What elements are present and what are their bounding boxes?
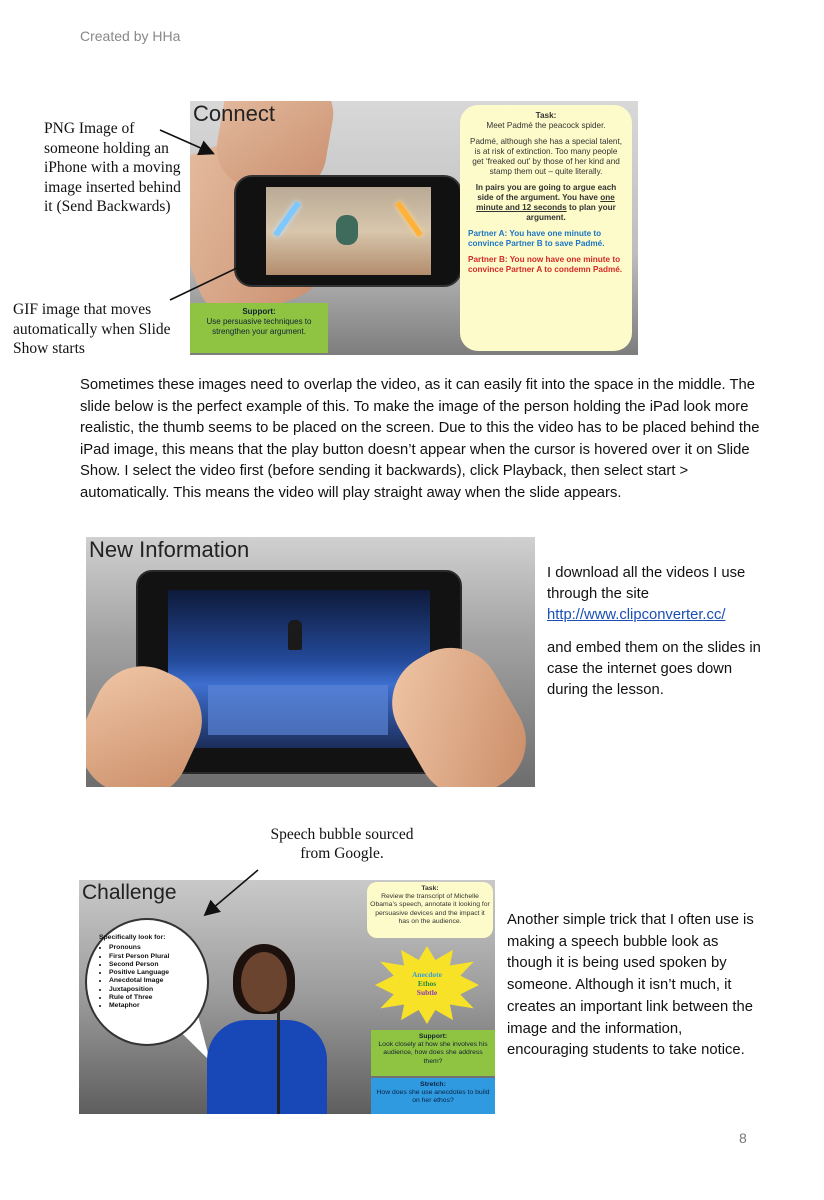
slide-title: New Information bbox=[89, 537, 250, 562]
partner-a: Partner A: You have one minute to convince Partner B to save Padmé. bbox=[468, 229, 605, 248]
starburst-text: Anecdote Ethos Subtle bbox=[412, 970, 442, 997]
support-text: Use persuasive techniques to strengthen your argument. bbox=[206, 317, 312, 336]
task-line: Padmé, although she has a special talent, is at risk of extinction. Too many people get ‘freaked out’ by those of her kind and stamp them out – quite literally. bbox=[469, 137, 623, 176]
document-header: Created by HHa bbox=[80, 28, 181, 44]
clipconverter-link[interactable]: http://www.clipconverter.cc/ bbox=[547, 607, 726, 623]
bubble-list-item: • Juxtaposition bbox=[109, 986, 199, 994]
page-number: 8 bbox=[739, 1130, 747, 1146]
support-heading: Support: bbox=[242, 307, 276, 316]
support-box: Support: Look closely at how she involves his audience, how does she address them? bbox=[371, 1030, 495, 1076]
bubble-list-item: • Second Person bbox=[109, 961, 199, 969]
annotation-png-image: PNG Image of someone holding an iPhone with a moving image inserted behind it (Send Backwards) bbox=[44, 120, 181, 215]
side-text: I download all the videos I use through the site http://www.clipconverter.cc/ bbox=[547, 565, 746, 623]
task-box: Task: Review the transcript of Michelle Obama’s speech, annotate it looking for persuasive devices and the impact it has on the audience. bbox=[367, 882, 493, 938]
side-text: and embed them on the slides in case the internet goes down during the lesson. bbox=[547, 640, 761, 698]
bubble-list-item: • Metaphor bbox=[109, 1002, 199, 1010]
task-heading: Task: bbox=[535, 111, 557, 120]
arrow-to-speech-bubble bbox=[206, 870, 258, 914]
bubble-list-item: • Anecdotal Image bbox=[109, 977, 199, 985]
annotation-speech-bubble: Speech bubble sourced from Google. bbox=[270, 826, 414, 862]
speech-bubble-text: Specifically look for: • Pronouns • First Person Plural • Second Person • Positive Language • Anecdotal Image • Juxtaposition • Rule of Three • Metaphor bbox=[99, 934, 199, 1011]
slide-title: Connect bbox=[193, 101, 275, 126]
body-paragraph: Sometimes these images need to overlap the video, as it can easily fit into the space in the middle. The slide below is the perfect example of this. To make the image of the person holding the iPad look more realistic, the thumb seems to be placed on the screen. Due to this the video has to be placed behind the iPad image, this means that the play button doesn’t appear when the cursor is hovered over it on Slide Show. I select the video first (before sending it backwards), click Playback, then select start > automatically. This means the video will play straight away when the slide appears. bbox=[80, 377, 760, 501]
arrow-to-hand bbox=[160, 130, 212, 153]
slide-title: Challenge bbox=[82, 881, 177, 904]
bubble-list-item: • Rule of Three bbox=[109, 994, 199, 1002]
partner-b: Partner B: You now have one minute to convince Partner A to condemn Padmé. bbox=[468, 255, 623, 274]
stretch-box: Stretch: How does she use anecdotes to build on her ethos? bbox=[371, 1078, 495, 1114]
task-line: Meet Padmé the peacock spider. bbox=[486, 121, 606, 130]
bubble-list-item: • Pronouns bbox=[109, 944, 199, 952]
annotation-gif-image: GIF image that moves automatically when Slide Show starts bbox=[13, 301, 171, 357]
arrow-to-phone-screen bbox=[170, 256, 262, 300]
side-text-speech-bubble: Another simple trick that I often use is making a speech bubble look as though it is being used spoken by someone. Although it isn’t much, it creates an important link between the image and the information, encouraging students to take notice. bbox=[507, 912, 754, 1059]
bubble-list-item: • Positive Language bbox=[109, 969, 199, 977]
bubble-list-item: • First Person Plural bbox=[109, 953, 199, 961]
task-line: In pairs you are going to argue each side of the argument. You have one minute and 12 seconds to plan your argument. bbox=[475, 183, 617, 222]
